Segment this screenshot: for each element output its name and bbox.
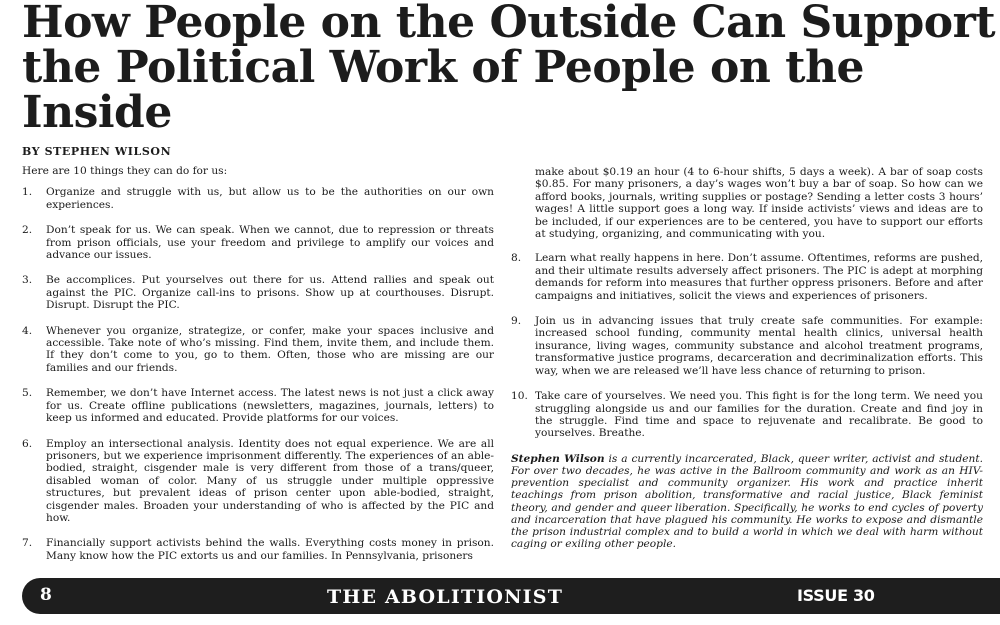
footer-bar — [22, 578, 1000, 614]
list-item — [22, 537, 494, 562]
list-item-number: 2. — [22, 224, 33, 237]
page-number: 8 — [40, 585, 52, 605]
numbered-list-left — [22, 186, 494, 562]
list-item-text: Remember, we don’t have Internet access. The latest news is not just a click away for us. Create offline publications (newsletters, magazines, journals, letters) to keep us informed and educated. Provide platforms for our voices. — [46, 387, 494, 425]
list-item-text: Organize and struggle with us, but allow us to be the authorities on our own experiences. — [46, 186, 494, 211]
list-item-number: 7. — [22, 537, 33, 550]
list-item-number: 1. — [22, 186, 33, 199]
list-item-number: 8. — [511, 252, 522, 265]
publication-name: THE ABOLITIONIST — [327, 586, 564, 608]
list-item-text: Join us in advancing issues that truly create safe communities. For example: increased school funding, community mental health clinics, universal health insurance, living wages, community substance and alcohol treatment programs, transformative justice programs, decarceration and decriminalization efforts. This way, when we are released we’ll have less chance of returning to prison. — [535, 315, 983, 377]
list-item-number: 3. — [22, 274, 33, 287]
author-bio — [511, 453, 983, 551]
list-item-text: Don’t speak for us. We can speak. When we cannot, due to repression or threats from prison officials, use your freedom and privilege to amplify our voices and advance our issues. — [46, 224, 494, 262]
list-item — [22, 186, 494, 211]
intro-text: Here are 10 things they can do for us: — [22, 165, 228, 177]
list-item — [22, 325, 494, 375]
numbered-list-right — [511, 252, 983, 439]
list-item-text: Financially support activists behind the walls. Everything costs money in prison. Many know how the PIC extorts us and our families. In Pennsylvania, prisoners — [46, 537, 494, 562]
list-item — [22, 274, 494, 311]
list-item-number: 9. — [511, 315, 522, 328]
list-item — [511, 390, 983, 440]
list-item — [22, 438, 494, 525]
left-column — [22, 165, 494, 575]
issue-number: ISSUE 30 — [797, 586, 875, 605]
bio-text: is a currently incarcerated, Black, queer writer, activist and student. For over two decades, he was active in the Ballroom community and work as an HIV-prevention specialist and community organizer. His work and practice inherit teachings from prison abolition, transformative and racial justice, Black feminist theory, and gender and queer liberation. Specifically, he works to end cycles of poverty and incarceration that have plagued his community. He works to expose and dismantle the prison industrial complex and to build a world in which we deal with harm without caging or exiling other people. — [511, 452, 983, 551]
byline: BY STEPHEN WILSON — [22, 145, 172, 158]
list-item-text: Employ an intersectional analysis. Identity does not equal experience. We are all prisoners, but we experience imprisonment differently. The experiences of an able-bodied, straight, cisgender male is very different from those of a trans/queer, disabled woman of color. Many of us struggle under multiple oppressive structures, but prevalent ideas of prison center upon able-bodied, straight, cisgender males. Broaden your understanding of who is affected by the PIC and how. — [46, 437, 494, 524]
list-item-continued: make about $0.19 an hour (4 to 6-hour shifts, 5 days a week). A bar of soap costs $0.85. For many prisoners, a day’s wages won’t buy a bar of soap. So how can we afford books, journals, writing supplies or postage? Sending a letter costs 3 hours’ wages! A little support goes a long way. If inside activists’ views and ideas are to be included, if our experiences are to be centered, you have to support our efforts at studying, organizing, and communicating with you. — [535, 166, 983, 241]
bio-author-name: Stephen Wilson — [511, 452, 605, 465]
list-item — [511, 252, 983, 302]
list-item-number: 6. — [22, 437, 33, 450]
list-item — [511, 315, 983, 377]
list-item — [22, 387, 494, 424]
list-item-text: Be accomplices. Put yourselves out there for us. Attend rallies and speak out against the PIC. Organize call-ins to prisons. Show up at courthouses. Disrupt. Disrupt. Disrupt the PIC. — [46, 274, 494, 312]
list-item-number: 5. — [22, 387, 33, 400]
list-item — [22, 224, 494, 261]
right-column — [511, 166, 983, 561]
list-item-number: 4. — [22, 324, 33, 337]
list-item-text: Learn what really happens in here. Don’t assume. Oftentimes, reforms are pushed, and their ultimate results adversely affect prisoners. The PIC is adept at morphing demands for reform into measures that further oppress prisoners. Before and after campaigns and initiatives, solicit the views and experiences of prisoners. — [535, 252, 983, 302]
list-item-text: Whenever you organize, strategize, or confer, make your spaces inclusive and accessible. Take note of who’s missing. Find them, invite them, and include them. If they don’t come to you, go to them. Often, those who are missing are our families and our friends. — [46, 324, 494, 374]
list-item-number: 10. — [511, 390, 528, 403]
article-title: How People on the Outside Can Support the Political Work of People on the Inside — [22, 0, 996, 138]
list-item-text: Take care of yourselves. We need you. This fight is for the long term. We need you struggling alongside us and our families for the duration. Create and find joy in the struggle. Find time and space to rejuvenate and recalibrate. Be good to yourselves. Breathe. — [535, 390, 983, 440]
